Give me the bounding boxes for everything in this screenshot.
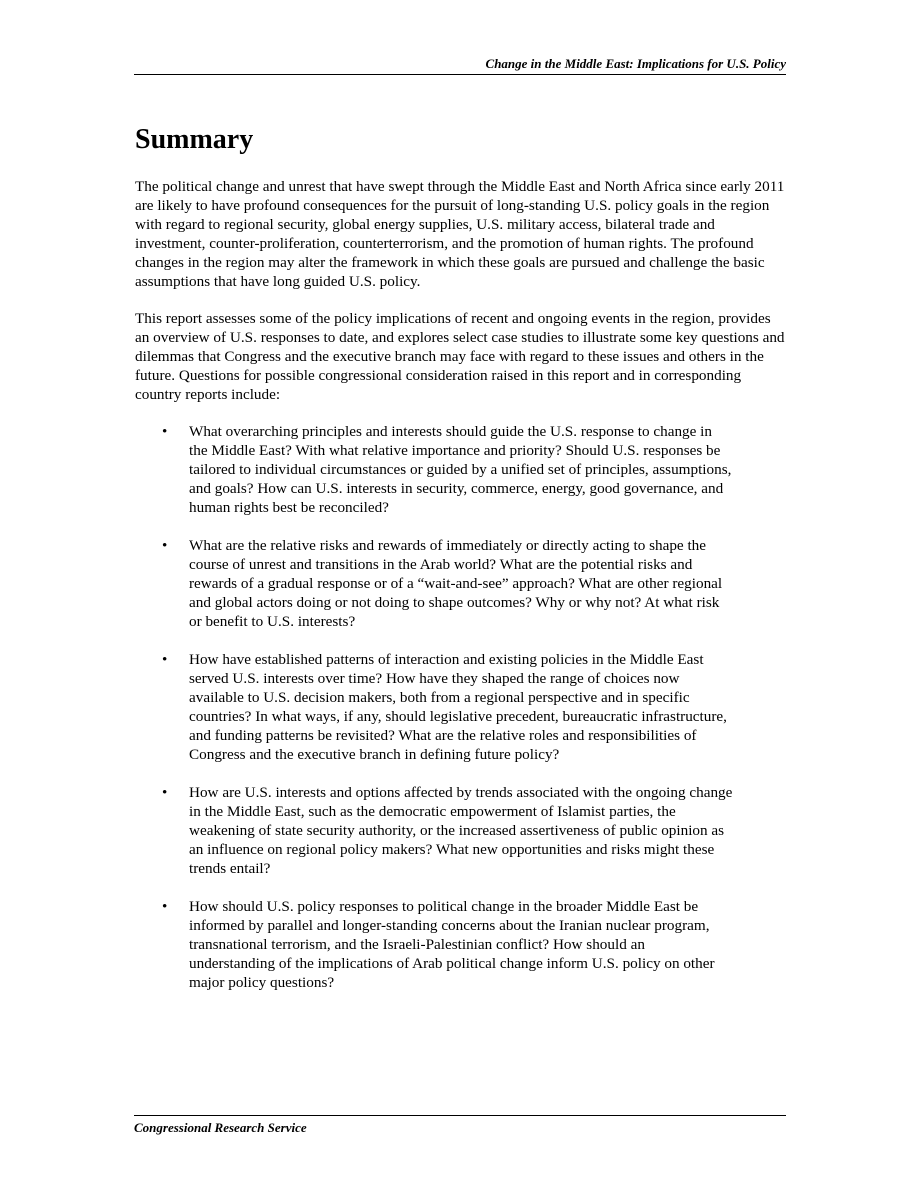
- question-list: [135, 422, 785, 992]
- bullet-icon: •: [162, 537, 168, 554]
- list-item: [135, 897, 734, 992]
- running-header: Change in the Middle East: Implications for U.S. Policy: [134, 56, 786, 75]
- bullet-icon: •: [162, 784, 168, 801]
- list-item: [135, 422, 734, 517]
- list-item-text: How are U.S. interests and options affected by trends associated with the ongoing change in the Middle East, such as the democratic empowerment of Islamist parties, the weakening of state security authority, or the increased assertiveness of public opinion as an influence on regional policy makers? What new opportunities and risks might these trends entail?: [189, 784, 733, 877]
- bullet-icon: •: [162, 423, 168, 440]
- paragraph: This report assesses some of the policy implications of recent and ongoing events in the region, provides an overview of U.S. responses to date, and explores select case studies to illustrate some key questions and dilemmas that Congress and the executive branch may face with regard to these issues and others in the future. Questions for possible congressional consideration raised in this report and in corresponding country reports include:: [135, 310, 785, 403]
- list-item-text: How should U.S. policy responses to political change in the broader Middle East be informed by parallel and longer-standing concerns about the Iranian nuclear program, transnational terrorism, and the Israeli-Palestinian conflict? How should an understanding of the implications of Arab political change inform U.S. policy on other major policy questions?: [189, 898, 715, 991]
- paragraph: The political change and unrest that have swept through the Middle East and North Africa since early 2011 are likely to have profound consequences for the pursuit of long-standing U.S. policy goals in the region with regard to regional security, global energy supplies, U.S. military access, bilateral trade and investment, counter-proliferation, counterterrorism, and the promotion of human rights. The profound changes in the region may alter the framework in which these goals are pursued and challenge the basic assumptions that have long guided U.S. policy.: [135, 178, 785, 290]
- summary-body: [135, 177, 785, 1011]
- list-item-text: What overarching principles and interests should guide the U.S. response to change in the Middle East? With what relative importance and priority? Should U.S. responses be tailored to individual circumstances or guided by a unified set of principles, assumptions, and goals? How can U.S. interests in security, commerce, energy, good governance, and human rights best be reconciled?: [189, 423, 732, 516]
- list-item-text: How have established patterns of interaction and existing policies in the Middle East served U.S. interests over time? How have they shaped the range of choices now available to U.S. decision makers, both from a regional perspective and in specific countries? In what ways, if any, should legislative precedent, bureaucratic infrastructure, and funding patterns be revisited? What are the relative roles and responsibilities of Congress and the executive branch in defining future policy?: [189, 651, 727, 763]
- page-title: Summary: [135, 124, 254, 155]
- bullet-icon: •: [162, 651, 168, 668]
- bullet-icon: •: [162, 898, 168, 915]
- list-item: [135, 536, 734, 631]
- list-item-text: What are the relative risks and rewards of immediately or directly acting to shape the course of unrest and transitions in the Arab world? What are the potential risks and rewards of a gradual response or of a “wait-and-see” approach? What are other regional and global actors doing or not doing to shape outcomes? Why or why not? At what risk or benefit to U.S. interests?: [189, 537, 723, 630]
- list-item: [135, 783, 734, 878]
- list-item: [135, 650, 734, 764]
- page-footer: Congressional Research Service: [134, 1115, 786, 1136]
